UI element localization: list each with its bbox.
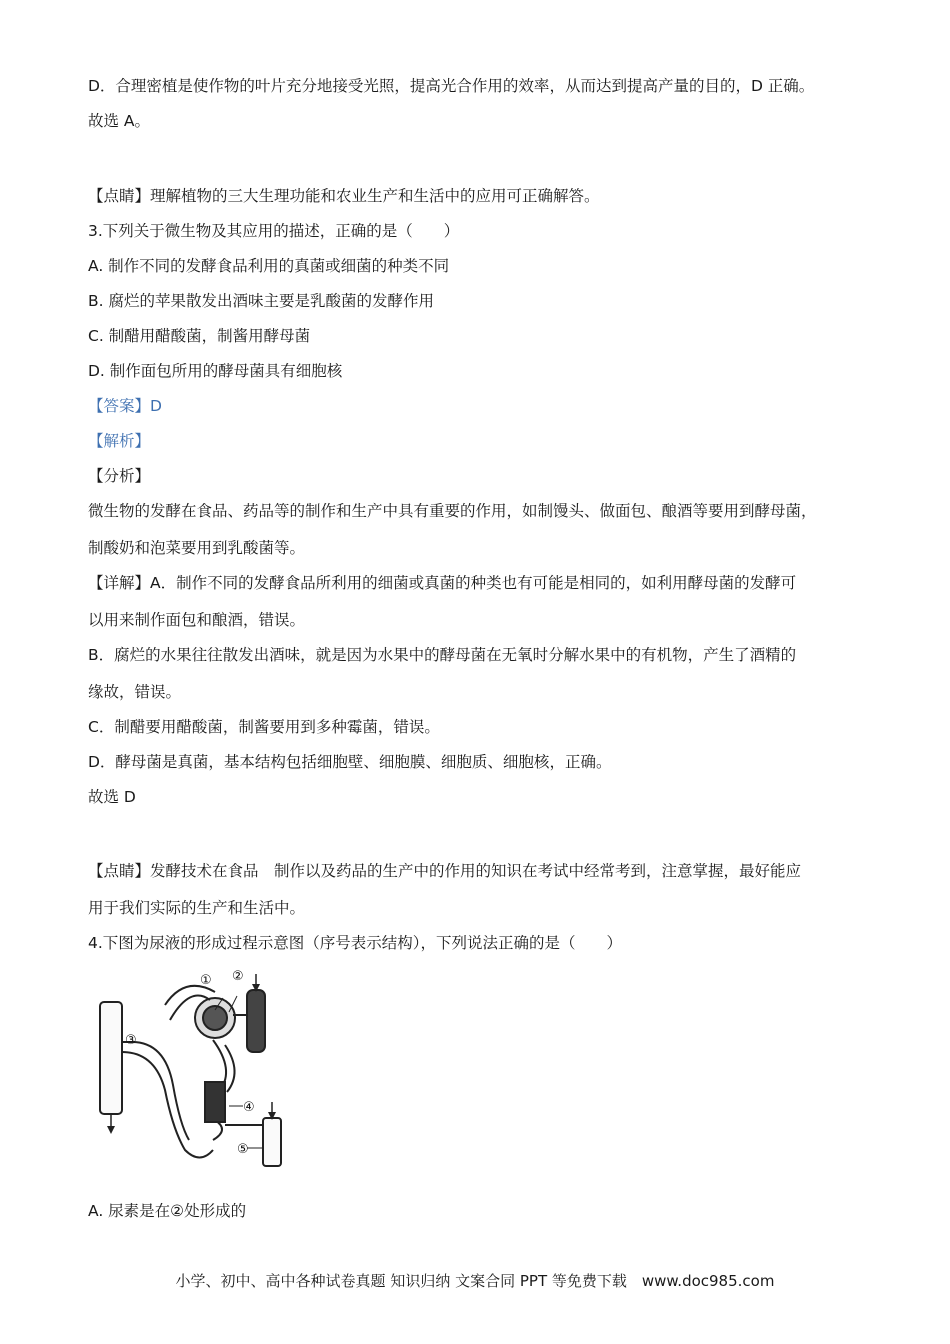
comment-q3-1: 【点睛】发酵技术在食品 制作以及药品的生产中的作用的知识在考试中经常考到，注意掌握，最好能应 <box>88 862 802 880</box>
fenxi-label: 【分析】 <box>88 467 151 485</box>
option-c-q3: C. 制醋用醋酸菌，制酱用酵母菌 <box>88 327 311 345</box>
label-1: ① <box>200 973 212 988</box>
label-3: ③ <box>125 1033 137 1048</box>
label-5: ⑤ <box>237 1142 249 1157</box>
label-2: ② <box>232 969 244 984</box>
analysis-label: 【解析】 <box>88 432 151 450</box>
detail-c: C．制醋要用醋酸菌，制酱要用到多种霉菌，错误。 <box>88 718 440 736</box>
option-a-q3: A. 制作不同的发酵食品利用的真菌或细菌的种类不同 <box>88 257 450 275</box>
nephron-diagram <box>95 960 295 1170</box>
comment-q2: 【点睛】理解植物的三大生理功能和农业生产和生活中的应用可正确解答。 <box>88 187 600 205</box>
option-b-q3: B. 腐烂的苹果散发出酒味主要是乳酸菌的发酵作用 <box>88 292 434 310</box>
answer-label: 【答案】D <box>88 397 162 415</box>
option-a-q4: A. 尿素是在②处形成的 <box>88 1202 247 1220</box>
answer-select-q2: 故选 A。 <box>88 112 151 130</box>
option-d-q2: D．合理密植是使作物的叶片充分地接受光照，提高光合作用的效率，从而达到提高产量的目的，D 正确。 <box>88 77 815 95</box>
option-d-q3: D. 制作面包所用的酵母菌具有细胞核 <box>88 362 343 380</box>
fenxi-text-1: 微生物的发酵在食品、药品等的制作和生产中具有重要的作用，如制馒头、做面包、酿酒等要用到酵母菌， <box>88 502 817 520</box>
detail-b-1: B．腐烂的水果往往散发出酒味，就是因为水果中的酵母菌在无氧时分解水果中的有机物，产生了酒精的 <box>88 646 797 664</box>
detail-a-2: 以用来制作面包和酿酒，错误。 <box>88 611 306 629</box>
detail-d: D．酵母菌是真菌，基本结构包括细胞壁、细胞膜、细胞质、细胞核，正确。 <box>88 753 612 771</box>
question-3: 3.下列关于微生物及其应用的描述，正确的是（ ） <box>88 222 460 240</box>
comment-q3-2: 用于我们实际的生产和生活中。 <box>88 899 306 917</box>
detail-b-2: 缘故，错误。 <box>88 683 182 701</box>
detail-a-1: 【详解】A．制作不同的发酵食品所利用的细菌或真菌的种类也有可能是相同的，如利用酵母菌的发酵可 <box>88 574 797 592</box>
question-4: 4.下图为尿液的形成过程示意图（序号表示结构），下列说法正确的是（ ） <box>88 934 623 952</box>
answer-select-q3: 故选 D <box>88 788 136 806</box>
footer-text: 小学、初中、高中各种试卷真题 知识归纳 文案合同 PPT 等免费下载 www.doc985.com <box>175 1272 775 1290</box>
label-4: ④ <box>243 1100 255 1115</box>
fenxi-text-2: 制酸奶和泡菜要用到乳酸菌等。 <box>88 539 306 557</box>
